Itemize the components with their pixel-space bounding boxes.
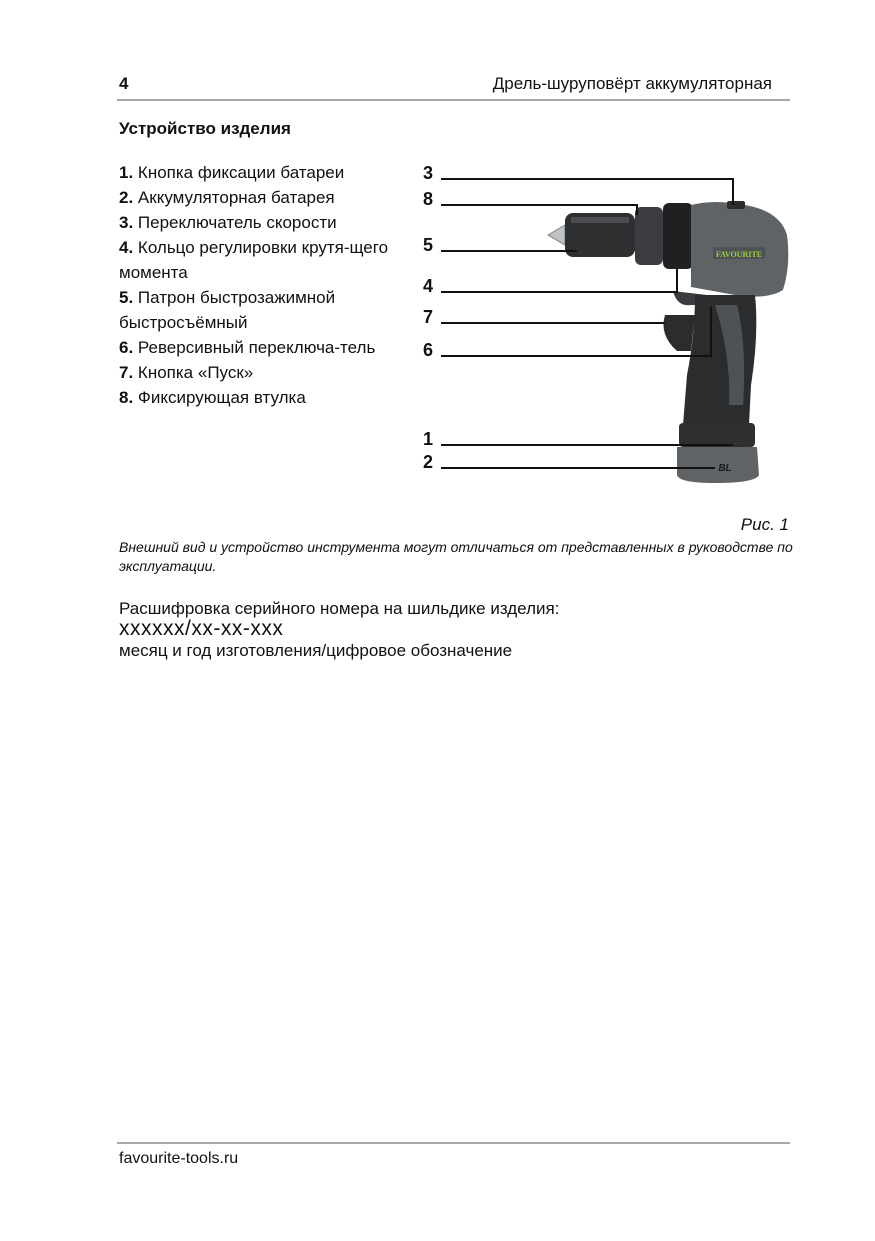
item-text: Аккумуляторная батарея	[137, 188, 335, 207]
drill-figure	[415, 155, 795, 500]
item-text: Фиксирующая втулка	[137, 388, 306, 407]
item-number: 4.	[119, 238, 134, 257]
callout-number: 8	[423, 189, 434, 209]
tool-brand-label: FAVOURITE	[715, 250, 763, 259]
parts-list	[119, 160, 399, 410]
item-number: 7.	[119, 363, 134, 382]
list-item	[119, 385, 399, 410]
footer-divider	[117, 1142, 790, 1144]
callout-number: 3	[423, 163, 434, 183]
battery-latch	[679, 423, 755, 447]
header-divider	[117, 99, 790, 101]
trigger-button	[664, 315, 696, 351]
callout-line	[441, 179, 733, 205]
item-text: Реверсивный переключа-тель	[137, 338, 376, 357]
item-number: 6.	[119, 338, 134, 357]
callout-line	[441, 269, 677, 292]
torque-ring	[635, 207, 663, 265]
callout-number: 6	[423, 340, 434, 360]
list-item	[119, 285, 399, 335]
list-item	[119, 335, 399, 360]
item-number: 1.	[119, 163, 134, 182]
callout-number: 2	[423, 452, 434, 472]
callout-number: 4	[423, 276, 434, 296]
list-item	[119, 360, 399, 385]
locking-sleeve	[663, 203, 693, 269]
list-item	[119, 185, 399, 210]
callout-number: 7	[423, 307, 434, 327]
callout-7	[423, 307, 665, 327]
figure-caption: Рис. 1	[740, 515, 789, 534]
serial-format: xxxxxx/xx-xx-xxx	[119, 617, 284, 640]
disclaimer-note: Внешний вид и устройство инструмента могут отличаться от представленных в руководстве по эксплуатации.	[119, 539, 793, 574]
list-item	[119, 210, 399, 235]
item-number: 5.	[119, 288, 134, 307]
item-text: Переключатель скорости	[137, 213, 337, 232]
callout-number: 1	[423, 429, 434, 449]
serial-heading: Расшифровка серийного номера на шильдике изделия:	[119, 599, 560, 618]
callout-2	[423, 452, 715, 472]
callout-number: 5	[423, 235, 434, 255]
footer-website: favourite-tools.ru	[119, 1150, 239, 1167]
item-number: 2.	[119, 188, 134, 207]
callout-4	[423, 269, 677, 296]
callout-8	[423, 189, 637, 215]
item-number: 8.	[119, 388, 134, 407]
callout-3	[423, 163, 733, 205]
item-text: Кнопка фиксации батареи	[137, 163, 345, 182]
list-item	[119, 160, 399, 185]
item-text: Патрон быстрозажимной быстросъёмный	[119, 288, 336, 332]
drill-bit-tip	[548, 225, 565, 245]
list-item	[119, 235, 399, 285]
item-text: Кольцо регулировки крутя-щего момента	[119, 238, 389, 282]
serial-description: месяц и год изготовления/цифровое обозначение	[119, 641, 513, 660]
section-title: Устройство изделия	[119, 119, 291, 138]
drill-illustration	[548, 201, 788, 483]
speed-switch	[727, 201, 745, 209]
battery-label: BL	[718, 463, 732, 474]
item-number: 3.	[119, 213, 134, 232]
item-text: Кнопка «Пуск»	[137, 363, 254, 382]
running-title: Дрель-шуруповёрт аккумуляторная	[492, 74, 772, 93]
page-number: 4	[119, 74, 129, 93]
